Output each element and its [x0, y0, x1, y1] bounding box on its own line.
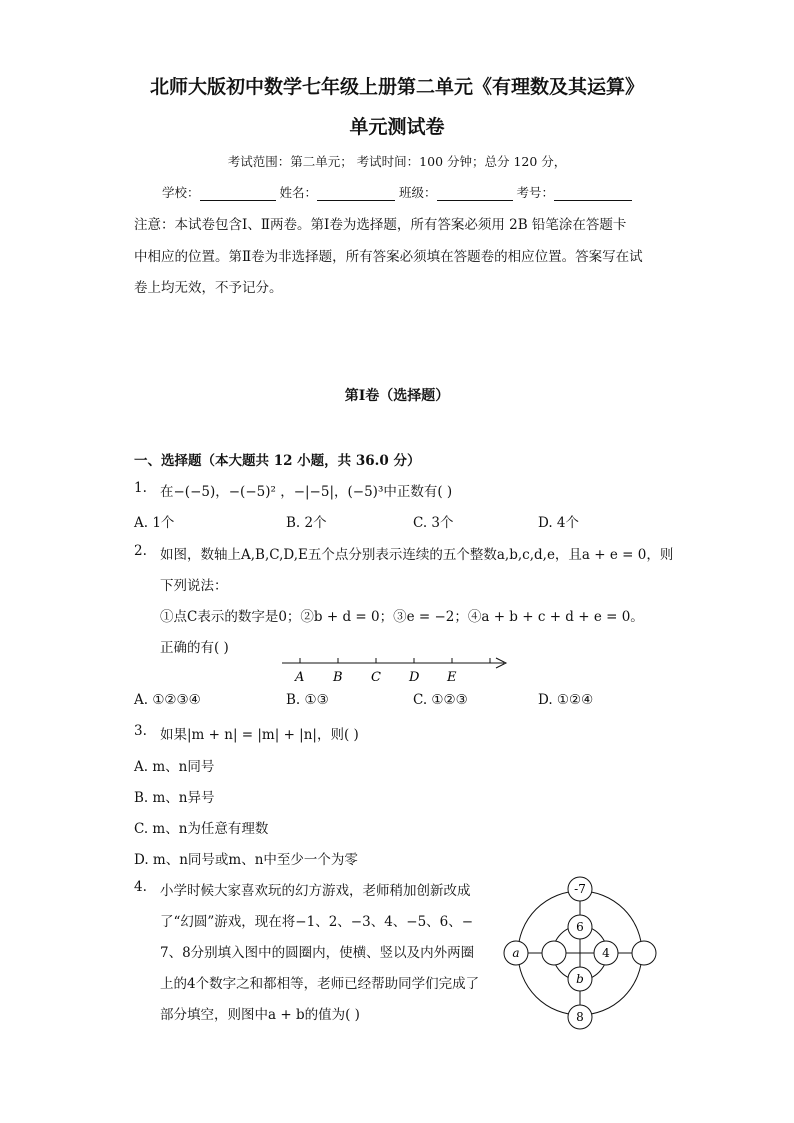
q2-stem-line3: ①点C表示的数字是0；②b + d = 0；③e = −2；④a + b + c + d + e = 0。 [160, 609, 644, 625]
q4-stem-line3: 7、8分别填入图中的圆圈内，使横、竖以及内外两圈 [160, 945, 475, 961]
school-blank[interactable] [200, 186, 276, 201]
label-inner-top: 6 [576, 920, 584, 934]
name-label: 姓名： [279, 185, 318, 200]
axis-label-e: E [447, 670, 457, 685]
q2-stem-line2: 下列说法： [160, 578, 228, 594]
label-inner-bottom: b [576, 972, 584, 986]
q1-stem: 在−(−5)，−(−5)² ，−|−5|，(−5)³中正数有( ) [160, 484, 453, 500]
q3-option-d[interactable]: D. m、n同号或m、n中至少一个为零 [134, 852, 358, 868]
axis-label-a: A [295, 670, 305, 685]
q3-option-a[interactable]: A. m、n同号 [134, 759, 215, 775]
q2-option-d[interactable]: D. ①②④ [538, 692, 594, 708]
q4-number: 4. [134, 879, 147, 895]
school-label: 学校： [162, 185, 200, 200]
q2-stem-line4: 正确的有( ) [160, 640, 229, 656]
q2-option-a[interactable]: A. ①②③④ [134, 692, 201, 708]
magic-circle-figure [498, 872, 664, 1036]
number-blank[interactable] [554, 186, 632, 201]
q4-stem-line5: 部分填空，则图中a + b的值为( ) [160, 1007, 360, 1023]
notice-line1: 注意：本试卷包含Ⅰ、Ⅱ两卷。第Ⅰ卷为选择题，所有答案必须用 2B 铅笔涂在答题卡 [134, 217, 627, 233]
q2-number: 2. [134, 543, 147, 559]
label-bottom: 8 [576, 1010, 584, 1024]
number-label: 考号： [516, 185, 555, 200]
part-label: 一、选择题 [134, 453, 202, 469]
q3-stem: 如果|m + n| = |m| + |n|，则( ) [160, 727, 359, 743]
class-blank[interactable] [437, 186, 513, 201]
q1-number: 1. [134, 480, 147, 496]
q2-option-b[interactable]: B. ①③ [286, 692, 329, 708]
axis-label-c: C [371, 670, 381, 685]
exam-title-line2: 单元测试卷 [349, 116, 445, 138]
name-blank[interactable] [317, 186, 395, 201]
part-heading [134, 449, 420, 469]
q3-number: 3. [134, 723, 147, 739]
part-detail: （本大题共 12 小题，共 36.0 分） [201, 453, 421, 469]
q4-stem-line1: 小学时候大家喜欢玩的幻方游戏，老师稍加创新改成 [160, 883, 471, 899]
exam-title-line1: 北师大版初中数学七年级上册第二单元《有理数及其运算》 [149, 76, 644, 98]
student-info-row [162, 183, 632, 201]
q2-stem-line1: 如图，数轴上A,B,C,D,E五个点分别表示连续的五个整数a,b,c,d,e，且a + e = 0，则 [160, 547, 674, 563]
q4-stem-line2: 了“幻圆”游戏，现在将−1、2、−3、4、−5、6、− [160, 914, 474, 930]
label-inner-right: 4 [602, 946, 610, 960]
class-label: 班级： [399, 185, 437, 200]
node-inner-left [542, 941, 566, 965]
notice-line2: 中相应的位置。第Ⅱ卷为非选择题，所有答案必须填在答题卷的相应位置。答案写在试 [134, 249, 643, 265]
q1-option-b[interactable]: B. 2个 [286, 515, 327, 531]
axis-label-d: D [409, 670, 420, 685]
notice-line3: 卷上均无效，不予记分。 [134, 280, 283, 296]
label-left: a [512, 946, 520, 960]
q3-option-c[interactable]: C. m、n为任意有理数 [134, 821, 269, 837]
exam-info: 考试范围：第二单元； 考试时间：100 分钟；总分 120 分， [227, 154, 567, 169]
node-right [632, 941, 656, 965]
axis-label-b: B [333, 670, 343, 685]
q1-option-d[interactable]: D. 4个 [538, 515, 580, 531]
q4-stem-line4: 上的4个数字之和都相等，老师已经帮助同学们完成了 [160, 976, 480, 992]
q1-option-c[interactable]: C. 3个 [413, 515, 454, 531]
label-top: -7 [574, 882, 586, 896]
section-title: 第Ⅰ卷（选择题） [344, 388, 450, 404]
q2-option-c[interactable]: C. ①②③ [413, 692, 468, 708]
q1-option-a[interactable]: A. 1个 [134, 515, 175, 531]
q3-option-b[interactable]: B. m、n异号 [134, 790, 215, 806]
number-line-figure [280, 652, 514, 686]
